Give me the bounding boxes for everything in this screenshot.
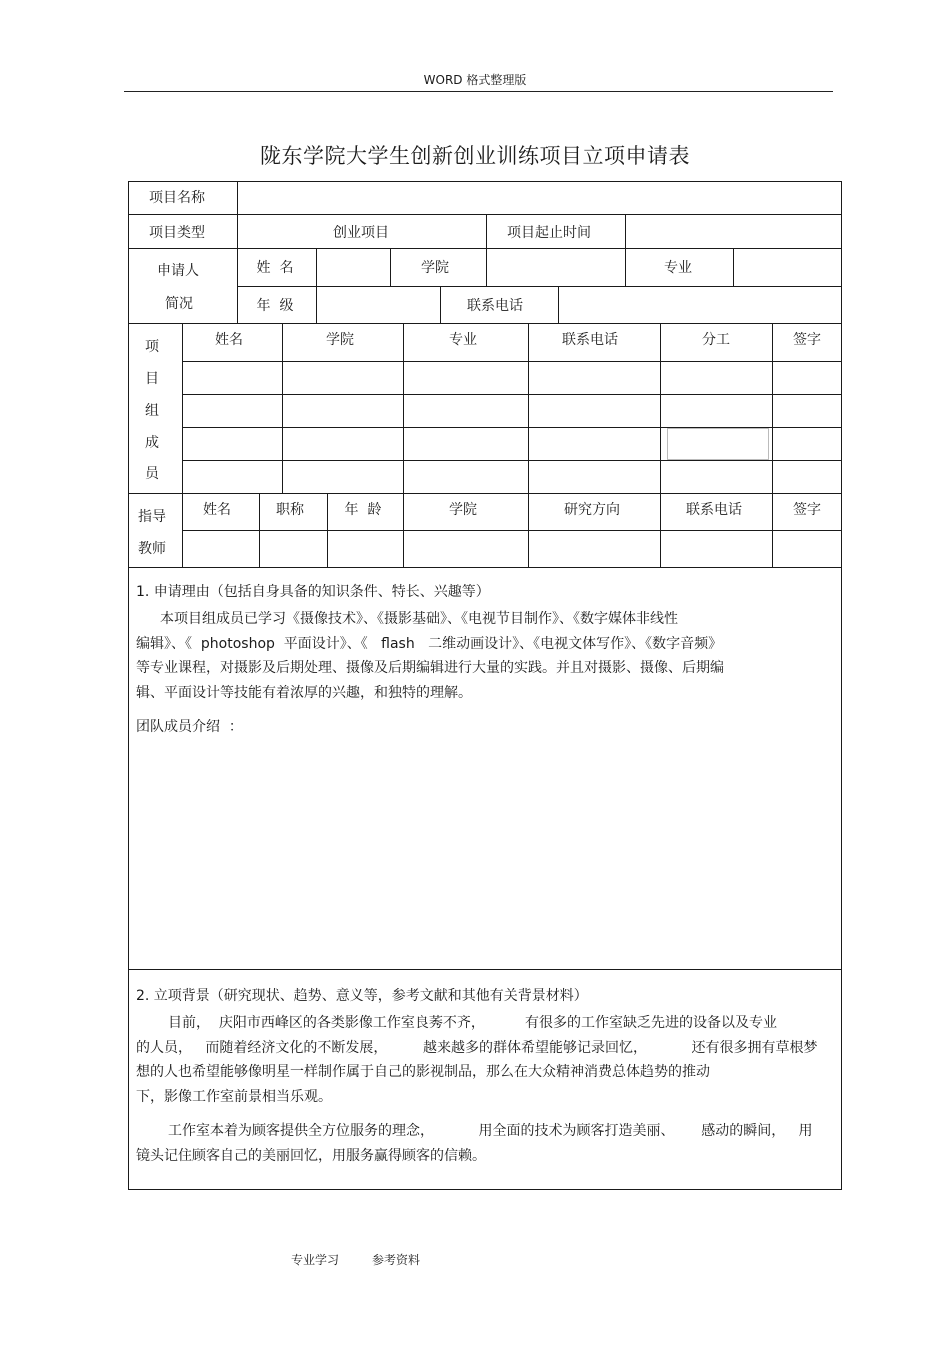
section1-line: 等专业课程，对摄影及后期处理、摄像及后期编辑进行大量的实践。并且对摄影、摄像、后期编 xyxy=(136,660,724,676)
advisor-side-label: 教师 xyxy=(138,541,166,557)
section2-line: 目前， 庆阳市西峰区的各类影像工作室良莠不齐， 有很多的工作室缺乏先进的设备以及专业 xyxy=(168,1015,777,1031)
advisor-col-research: 研究方向 xyxy=(564,502,620,518)
advisor-col-college: 学院 xyxy=(449,502,477,518)
applicant-label: 申请人 xyxy=(157,263,199,279)
project-type-label: 项目类型 xyxy=(149,225,205,241)
members-side-label: 成 xyxy=(145,435,159,451)
applicant-phone-field[interactable] xyxy=(561,289,838,320)
inner-cell-box xyxy=(667,428,769,460)
members-side-label: 员 xyxy=(145,466,159,482)
section1-line: 辑、平面设计等技能有着浓厚的兴趣，和独特的理解。 xyxy=(136,684,472,701)
project-period-label: 项目起止时间 xyxy=(507,225,591,241)
members-col-signature: 签字 xyxy=(793,332,821,348)
members-col-role: 分工 xyxy=(702,332,730,348)
section2-line: 镜头记住顾客自己的美丽回忆，用服务赢得顾客的信赖。 xyxy=(136,1147,486,1164)
applicant-college-field[interactable] xyxy=(489,251,622,283)
document-title: 陇东学院大学生创新创业训练项目立项申请表 xyxy=(260,144,690,168)
members-side-label: 项 xyxy=(145,339,159,355)
advisor-col-signature: 签字 xyxy=(793,502,821,518)
advisor-col-phone: 联系电话 xyxy=(686,502,742,518)
applicant-phone-label: 联系电话 xyxy=(467,298,523,314)
applicant-name-label: 姓 名 xyxy=(256,260,294,276)
advisor-col-name: 姓名 xyxy=(203,502,231,518)
project-name-field[interactable] xyxy=(240,184,838,212)
section2-line: 工作室本着为顾客提供全方位服务的理念， 用全面的技术为顾客打造美丽、 感动的瞬间， 用 xyxy=(168,1123,813,1139)
section1-line: 本项目组成员已学习《摄像技术》、《摄影基础》、《电视节目制作》、《数字媒体非线性 xyxy=(160,611,678,627)
applicant-name-field[interactable] xyxy=(319,251,387,283)
members-side-label: 目 xyxy=(145,371,159,387)
applicant-college-label: 学院 xyxy=(421,260,449,276)
project-name-label: 项目名称 xyxy=(149,190,205,206)
advisor-col-title: 职称 xyxy=(276,502,304,518)
project-type-value[interactable]: 创业项目 xyxy=(333,225,389,241)
members-col-college: 学院 xyxy=(326,332,354,348)
applicant-major-field[interactable] xyxy=(736,251,838,283)
footer-right: 参考资料 xyxy=(372,1253,421,1267)
section2-heading: 2. 立项背景（研究现状、趋势、意义等，参考文献和其他有关背景材料） xyxy=(136,988,588,1004)
section2-body xyxy=(136,1011,834,1109)
section1-line: 编辑》、《 photoshop 平面设计》、《 flash 二维动画设计》、《电视文体写作》、《数字音频》 xyxy=(136,635,723,652)
section1-heading: 1. 申请理由（包括自身具备的知识条件、特长、兴趣等） xyxy=(136,584,490,600)
section2-body-2 xyxy=(136,1119,834,1168)
section2-line: 的人员， 而随着经济文化的不断发展， 越来越多的群体希望能够记录回忆， 还有很多拥有草根梦 xyxy=(136,1039,818,1056)
members-col-major: 专业 xyxy=(449,332,477,348)
project-period-field[interactable] xyxy=(628,217,838,246)
section1-body xyxy=(136,607,834,705)
members-col-name: 姓名 xyxy=(215,332,243,348)
members-side-label: 组 xyxy=(145,403,159,419)
team-intro-label: 团队成员介绍 ： xyxy=(136,719,243,735)
footer-left: 专业学习 xyxy=(291,1253,340,1267)
advisor-side-label: 指导 xyxy=(138,509,166,525)
section2-line: 下，影像工作室前景相当乐观。 xyxy=(136,1088,332,1105)
advisor-col-age: 年 龄 xyxy=(344,502,382,518)
applicant-grade-field[interactable] xyxy=(319,289,437,320)
header-divider xyxy=(124,91,833,92)
applicant-profile-label: 简况 xyxy=(165,296,193,312)
applicant-major-label: 专业 xyxy=(664,260,692,276)
members-col-phone: 联系电话 xyxy=(562,332,618,348)
section2-line: 想的人也希望能够像明星一样制作属于自己的影视制品，那么在大众精神消费总体趋势的推动 xyxy=(136,1064,710,1080)
page-header: WORD 格式整理版 xyxy=(423,73,527,87)
applicant-grade-label: 年 级 xyxy=(256,298,294,314)
